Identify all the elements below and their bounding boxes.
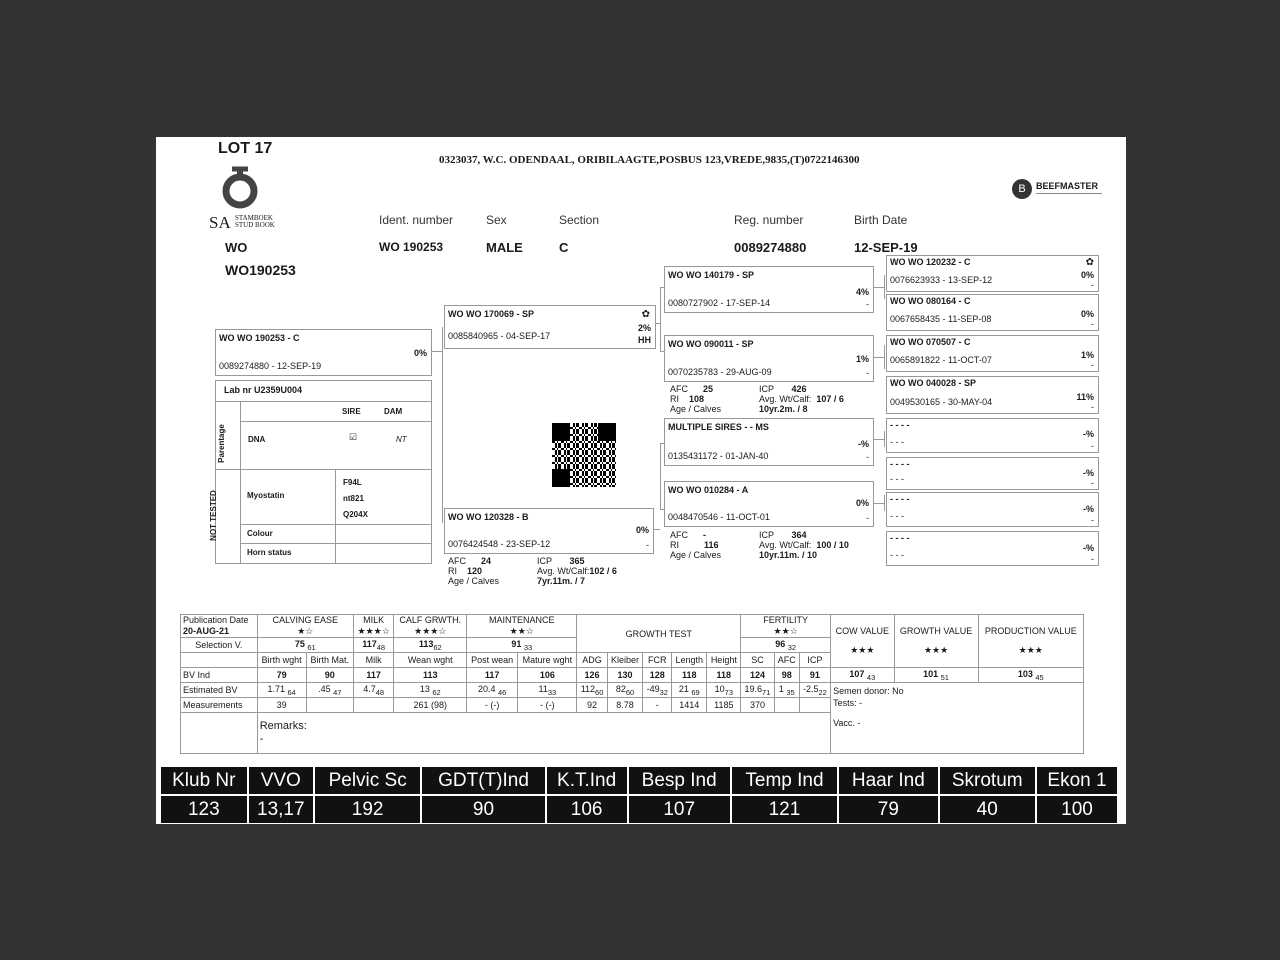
table-cell: $-49_{32}$ xyxy=(643,683,672,698)
gen3-dash: - xyxy=(1091,554,1094,564)
gen3-name: - - - - xyxy=(890,459,910,469)
dam-dash: - xyxy=(646,540,649,550)
gen3-box-2 xyxy=(886,294,1099,331)
growth-test-header: GROWTH TEST xyxy=(577,615,741,653)
table-cell: 117 xyxy=(467,668,518,683)
sire-sire-box xyxy=(664,266,874,313)
gen3-dash: - xyxy=(1091,402,1094,412)
gen3-dash: - xyxy=(1091,360,1094,370)
production-value-cell: 103 $_{45}$ xyxy=(978,668,1083,683)
table-cell: $4.7_{48}$ xyxy=(353,683,394,698)
estimated-bv-label: Estimated BV xyxy=(181,683,258,698)
gen3-dash: - xyxy=(1091,441,1094,451)
sex-value: MALE xyxy=(486,240,523,255)
col-header: AFC xyxy=(774,653,799,668)
gen3-name: - - - - xyxy=(890,420,910,430)
col-header: Length xyxy=(672,653,707,668)
gen3-box-4 xyxy=(886,376,1099,414)
bar-header: GDT(T)Ind xyxy=(421,766,545,795)
gen3-name: - - - - xyxy=(890,494,910,504)
gen3-pct: -% xyxy=(1083,504,1094,514)
sire-dam-stats-right: ICP 426 Avg. Wt/Calf: 107 / 6 10yr.2m. / 8 xyxy=(759,384,844,414)
bar-value: 121 xyxy=(731,795,838,824)
col-header: SC xyxy=(741,653,775,668)
table-cell: 124 xyxy=(741,668,775,683)
milk-header: MILK ★★★☆ xyxy=(353,615,394,638)
lot-sheet xyxy=(156,137,1126,824)
table-cell: - (-) xyxy=(518,698,577,713)
table-cell xyxy=(306,698,353,713)
gen3-name: - - - - xyxy=(890,533,910,543)
qr-code-icon xyxy=(552,423,616,487)
gen3-box-1 xyxy=(886,255,1099,292)
gen3-pct: 0% xyxy=(1080,270,1094,280)
gen3-box-8 xyxy=(886,531,1099,566)
myostatin-values: F94L nt821 Q204X xyxy=(343,478,368,519)
gen3-reg: - - - xyxy=(890,437,904,447)
bar-value: 123 xyxy=(160,795,248,824)
lab-number: Lab nr U2359U004 xyxy=(224,385,303,395)
bar-value: 192 xyxy=(314,795,421,824)
table-cell: 92 xyxy=(577,698,607,713)
dam-dam-stats-right: ICP 364 Avg. Wt/Calf: 100 / 10 10yr.11m. / 10 xyxy=(759,530,849,560)
gen3-name: WO WO 120232 - C xyxy=(890,257,971,267)
publication-date-cell: Publication Date 20-AUG-21 xyxy=(181,615,258,638)
col-header: Post wean xyxy=(467,653,518,668)
summary-header-row xyxy=(160,766,1118,795)
beefmaster-logo-line xyxy=(1036,193,1102,194)
bar-header: Pelvic Sc xyxy=(314,766,421,795)
herd-prefix: WO xyxy=(225,240,248,255)
sire-sire-dash: - xyxy=(866,299,869,309)
production-value-header: PRODUCTION VALUE ★★★ xyxy=(978,615,1083,668)
sire-code: HH xyxy=(638,335,651,345)
estimated-bv-row xyxy=(181,683,1084,698)
cow-value-cell: 107 $_{43}$ xyxy=(831,668,894,683)
gen3-dash: - xyxy=(1091,478,1094,488)
horn-status-label: Horn status xyxy=(247,548,292,557)
table-cell: 128 xyxy=(643,668,672,683)
gen3-pct: 11% xyxy=(1076,392,1094,402)
table-cell: 130 xyxy=(607,668,643,683)
table-cell: $11_{33}$ xyxy=(518,683,577,698)
sire-name: WO WO 170069 - SP xyxy=(448,309,535,319)
parentage-label: Parentage xyxy=(216,424,226,463)
table-cell xyxy=(353,698,394,713)
sex-label: Sex xyxy=(486,213,507,227)
gen3-name: WO WO 070507 - C xyxy=(890,337,971,347)
dam-sire-dash: - xyxy=(866,452,869,462)
bar-header: K.T.Ind xyxy=(546,766,628,795)
bar-header: Haar Ind xyxy=(838,766,938,795)
gen3-reg: 0067658435 - 11-SEP-08 xyxy=(890,314,992,324)
semen-tests-vacc-cell: Semen donor: No Tests: - Vacc. - xyxy=(831,683,1084,754)
bar-value: 106 xyxy=(546,795,628,824)
maintenance-selection: 91 $_{33}$ xyxy=(467,638,577,653)
beefmaster-logo-icon: B xyxy=(1012,179,1032,199)
cow-value-header: COW VALUE ★★★ xyxy=(831,615,894,668)
gen3-pct: -% xyxy=(1083,429,1094,439)
gen3-name: WO WO 080164 - C xyxy=(890,296,971,306)
colour-label: Colour xyxy=(247,529,273,538)
bar-value: 13,17 xyxy=(248,795,314,824)
growth-value-cell: 101 $_{51}$ xyxy=(894,668,978,683)
gen3-marker-icon: ✿ xyxy=(1085,257,1094,268)
section-label: Section xyxy=(559,213,600,227)
gen3-reg: 0065891822 - 11-OCT-07 xyxy=(890,355,992,365)
dam-stats-right: ICP 365 Avg. Wt/Calf:102 / 6 7yr.11m. / 7 xyxy=(537,556,617,586)
table-cell: .45 $_{47}$ xyxy=(306,683,353,698)
beefmaster-logo-text: BEEFMASTER xyxy=(1036,181,1099,191)
calving-ease-header: CALVING EASE ★☆ xyxy=(257,615,353,638)
dna-label: DNA xyxy=(248,435,266,444)
fertility-header: FERTILITY ★★☆ xyxy=(741,615,831,638)
bv-ind-row xyxy=(181,668,1084,683)
sire-dam-reg: 0070235783 - 29-AUG-09 xyxy=(668,367,772,377)
bar-value: 90 xyxy=(421,795,545,824)
sire-dam-stats: AFC 25 RI 108 Age / Calves xyxy=(670,384,722,414)
dam-sire-pct: -% xyxy=(858,439,869,449)
summary-bar xyxy=(159,765,1119,824)
dam-sire-reg: 0135431172 - 01-JAN-40 xyxy=(668,451,769,461)
table-cell: 126 xyxy=(577,668,607,683)
bar-header: Skrotum xyxy=(939,766,1036,795)
milk-selection: $117_{48}$ xyxy=(353,638,394,653)
col-header: Kleiber xyxy=(607,653,643,668)
col-header: Mature wght xyxy=(518,653,577,668)
table-cell: 118 xyxy=(707,668,741,683)
table-cell: - xyxy=(643,698,672,713)
birth-value: 12-SEP-19 xyxy=(854,240,918,255)
table-cell: 261 (98) xyxy=(394,698,467,713)
lot-number: LOT 17 xyxy=(218,140,273,157)
table-cell: 20.4 $_{46}$ xyxy=(467,683,518,698)
sire-pct: 2% xyxy=(637,323,651,333)
gen3-reg: - - - xyxy=(890,511,904,521)
dam-dam-box xyxy=(664,481,874,527)
breeder-info: 0323037, W.C. ODENDAAL, ORIBILAAGTE,POSBUS 123,VREDE,9835,(T)0722146300 xyxy=(439,154,860,166)
bar-header: Temp Ind xyxy=(731,766,838,795)
table-cell: - (-) xyxy=(467,698,518,713)
table-cell: 91 xyxy=(799,668,830,683)
table-cell: $112_{60}$ xyxy=(577,683,607,698)
gen3-reg: - - - xyxy=(890,550,904,560)
growth-value-header: GROWTH VALUE ★★★ xyxy=(894,615,978,668)
table-cell: 98 xyxy=(774,668,799,683)
table-cell: 1185 xyxy=(707,698,741,713)
sire-sire-pct: 4% xyxy=(855,287,869,297)
gen3-dash: - xyxy=(1091,515,1094,525)
gen3-reg: 0076623933 - 13-SEP-12 xyxy=(890,275,993,285)
table-cell: 113 xyxy=(394,668,467,683)
fertility-selection: 96 $_{32}$ xyxy=(741,638,831,653)
animal-box-pct: 0% xyxy=(413,348,427,358)
calf-growth-header: CALF GRWTH. ★★★☆ xyxy=(394,615,467,638)
col-header: FCR xyxy=(643,653,672,668)
sire-dam-dash: - xyxy=(866,368,869,378)
table-cell: 106 xyxy=(518,668,577,683)
col-header: Height xyxy=(707,653,741,668)
dna-dam-value: NT xyxy=(396,435,407,444)
dam-reg: 0076424548 - 23-SEP-12 xyxy=(448,539,551,549)
gen3-name: WO WO 040028 - SP xyxy=(890,378,977,388)
sire-dam-box xyxy=(664,335,874,382)
gen3-reg: - - - xyxy=(890,474,904,484)
ident-label: Ident. number xyxy=(379,213,454,227)
bar-header: VVO xyxy=(248,766,314,795)
animal-id: WO190253 xyxy=(225,262,296,278)
sire-marker-icon: ✿ xyxy=(641,309,650,320)
calving-selection: 75 $_{61}$ xyxy=(257,638,353,653)
lab-table xyxy=(208,380,432,564)
gen3-box-5 xyxy=(886,418,1099,453)
table-cell: 39 xyxy=(257,698,306,713)
table-cell: $10_{73}$ xyxy=(707,683,741,698)
reg-label: Reg. number xyxy=(734,213,804,227)
animal-box-reg: 0089274880 - 12-SEP-19 xyxy=(219,361,322,371)
selection-label: Selection V. xyxy=(181,638,258,653)
summary-value-row xyxy=(160,795,1118,824)
col-header: ADG xyxy=(577,653,607,668)
table-cell: 1414 xyxy=(672,698,707,713)
gen3-pct: -% xyxy=(1083,468,1094,478)
sire-sire-reg: 0080727902 - 17-SEP-14 xyxy=(668,298,771,308)
measurements-label: Measurements xyxy=(181,698,258,713)
dam-name: WO WO 120328 - B xyxy=(448,512,529,522)
gen3-pct: -% xyxy=(1083,543,1094,553)
maintenance-header: MAINTENANCE ★★☆ xyxy=(467,615,577,638)
table-cell xyxy=(799,698,830,713)
gen3-box-6 xyxy=(886,457,1099,490)
bar-header: Klub Nr xyxy=(160,766,248,795)
animal-box xyxy=(215,329,432,376)
table-cell: 1 $_{35}$ xyxy=(774,683,799,698)
sire-sire-name: WO WO 140179 - SP xyxy=(668,270,755,280)
sire-dam-name: WO WO 090011 - SP xyxy=(668,339,754,349)
col-header: Birth wght xyxy=(257,653,306,668)
studbook-symbol-icon xyxy=(218,165,262,211)
remarks-cell: Remarks: - xyxy=(257,713,830,754)
table-cell: $82_{60}$ xyxy=(607,683,643,698)
gen3-box-7 xyxy=(886,492,1099,527)
dam-sire-name: MULTIPLE SIRES - - MS xyxy=(668,422,769,432)
bar-value: 40 xyxy=(939,795,1036,824)
section-value: C xyxy=(559,240,569,255)
studbook-sa: SA xyxy=(209,213,231,232)
col-header: Wean wght xyxy=(394,653,467,668)
gen3-box-3 xyxy=(886,335,1099,372)
sire-dam-pct: 1% xyxy=(855,354,869,364)
bar-value: 107 xyxy=(628,795,731,824)
table-cell: 79 xyxy=(257,668,306,683)
table-cell: 370 xyxy=(741,698,775,713)
table-cell: 1.71 $_{64}$ xyxy=(257,683,306,698)
gen3-pct: 1% xyxy=(1080,350,1094,360)
table-cell: 13 $_{62}$ xyxy=(394,683,467,698)
birth-label: Birth Date xyxy=(854,213,908,227)
gen3-dash: - xyxy=(1091,280,1094,290)
bar-header: Ekon 1 xyxy=(1036,766,1118,795)
col-header: Birth Mat. xyxy=(306,653,353,668)
bv-ind-label: BV Ind xyxy=(181,668,258,683)
breeding-values-table xyxy=(180,614,1084,754)
col-header: Milk xyxy=(353,653,394,668)
dam-box xyxy=(444,508,654,554)
sire-reg: 0085840965 - 04-SEP-17 xyxy=(448,331,551,341)
dna-sire-checkbox-icon: ☑ xyxy=(349,432,358,442)
table-cell xyxy=(774,698,799,713)
studbook-logo-text: STAMBOEK STUD BOOK xyxy=(235,214,275,229)
table-cell: 117 xyxy=(353,668,394,683)
table-cell: $19.6_{71}$ xyxy=(741,683,775,698)
gen3-reg: 0049530165 - 30-MAY-04 xyxy=(890,397,993,407)
dam-pct: 0% xyxy=(635,525,649,535)
reg-value: 0089274880 xyxy=(734,240,807,255)
dam-dam-stats: AFC - RI 116 Age / Calves xyxy=(670,530,722,560)
dam-dam-name: WO WO 010284 - A xyxy=(668,485,749,495)
table-cell: 8.78 xyxy=(607,698,643,713)
ident-value: WO 190253 xyxy=(379,240,444,254)
sire-box xyxy=(444,305,656,349)
gen3-pct: 0% xyxy=(1080,309,1094,319)
bar-header: Besp Ind xyxy=(628,766,731,795)
table-cell: 21 $_{69}$ xyxy=(672,683,707,698)
table-cell: 90 xyxy=(306,668,353,683)
table-cell: 118 xyxy=(672,668,707,683)
bar-value: 79 xyxy=(838,795,938,824)
myostatin-label: Myostatin xyxy=(247,491,285,500)
calf-selection: $113_{62}$ xyxy=(394,638,467,653)
dam-dam-dash: - xyxy=(866,513,869,523)
dam-stats: AFC 24 RI 120 Age / Calves xyxy=(448,556,500,586)
table-cell: $-2.5_{22}$ xyxy=(799,683,830,698)
dam-dam-pct: 0% xyxy=(855,498,869,508)
bar-value: 100 xyxy=(1036,795,1118,824)
gen3-dash: - xyxy=(1091,319,1094,329)
lab-dam-header: DAM xyxy=(384,407,403,416)
lab-sire-header: SIRE xyxy=(342,407,361,416)
not-tested-label: NOT TESTED xyxy=(208,490,218,541)
animal-box-name: WO WO 190253 - C xyxy=(219,333,300,343)
dam-sire-box xyxy=(664,418,874,466)
dam-dam-reg: 0048470546 - 11-OCT-01 xyxy=(668,512,770,522)
col-header: ICP xyxy=(799,653,830,668)
